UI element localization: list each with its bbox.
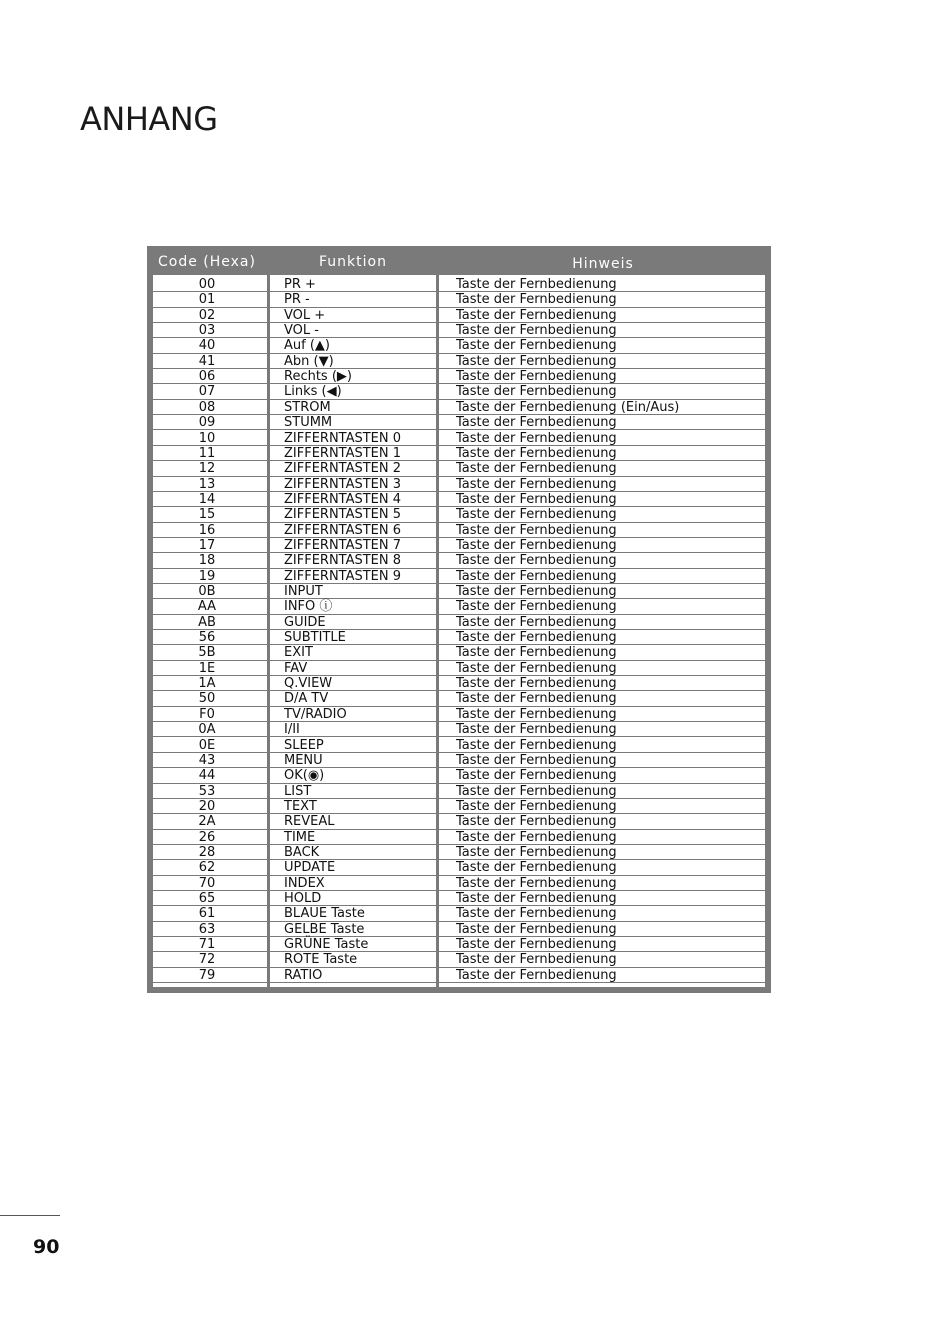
cell-note: Taste der Fernbedienung	[456, 676, 617, 692]
table-row	[153, 446, 765, 461]
cell-note: Taste der Fernbedienung	[456, 292, 617, 308]
cell-note: Taste der Fernbedienung	[456, 323, 617, 339]
cell-note: Taste der Fernbedienung	[456, 491, 617, 507]
table-row	[153, 523, 765, 538]
cell-function: OK(◉)	[284, 768, 325, 784]
table-row	[153, 645, 765, 660]
page-title: ANHANG	[80, 100, 218, 138]
cell-function: TEXT	[284, 798, 317, 814]
cell-code: 79	[198, 967, 216, 983]
cell-code: 1E	[198, 660, 216, 676]
table-row	[153, 461, 765, 476]
cell-function: Auf (▲)	[284, 338, 330, 354]
cell-function: STUMM	[284, 415, 333, 431]
table-row	[153, 753, 765, 768]
table-row	[153, 323, 765, 338]
cell-code: 07	[198, 384, 216, 400]
cell-function: ZIFFERNTASTEN 5	[284, 507, 402, 523]
cell-code: 72	[198, 952, 216, 968]
table-row	[153, 661, 765, 676]
cell-function: PR +	[284, 277, 316, 292]
cell-code: 14	[198, 491, 216, 507]
cell-note: Taste der Fernbedienung	[456, 844, 617, 860]
cell-note: Taste der Fernbedienung	[456, 369, 617, 385]
cell-function: Rechts (▶)	[284, 369, 352, 385]
cell-note: Taste der Fernbedienung	[456, 307, 617, 323]
cell-code: 41	[198, 353, 216, 369]
cell-code: 06	[198, 369, 216, 385]
cell-code: 12	[198, 461, 216, 477]
cell-code: 40	[198, 338, 216, 354]
cell-function: VOL -	[284, 323, 319, 339]
table-row	[153, 369, 765, 384]
cell-function: ZIFFERNTASTEN 6	[284, 522, 402, 538]
table-row	[153, 584, 765, 599]
cell-code: AA	[197, 599, 217, 615]
table-row	[153, 845, 765, 860]
table-row	[153, 784, 765, 799]
cell-code: 01	[198, 292, 216, 308]
cell-code: 17	[198, 537, 216, 553]
cell-code: 02	[198, 307, 216, 323]
cell-note: Taste der Fernbedienung	[456, 537, 617, 553]
cell-function: ZIFFERNTASTEN 1	[284, 445, 402, 461]
cell-code: 63	[198, 921, 216, 937]
cell-code: 15	[198, 507, 216, 523]
header-code: Code (Hexa)	[158, 254, 256, 270]
table-row	[153, 738, 765, 753]
cell-code: 00	[198, 277, 216, 292]
table-row	[153, 431, 765, 446]
cell-code: 44	[198, 768, 216, 784]
cell-code: 13	[198, 476, 216, 492]
table-row	[153, 968, 765, 983]
cell-function: INFO ⓘ	[284, 599, 333, 615]
cell-function: ZIFFERNTASTEN 7	[284, 537, 402, 553]
cell-note: Taste der Fernbedienung	[456, 860, 617, 876]
cell-function: ZIFFERNTASTEN 9	[284, 568, 402, 584]
cell-code: 16	[198, 522, 216, 538]
cell-note: Taste der Fernbedienung	[456, 706, 617, 722]
cell-code: 18	[198, 553, 216, 569]
cell-function: ZIFFERNTASTEN 8	[284, 553, 402, 569]
table-row	[153, 814, 765, 829]
table-row	[153, 492, 765, 507]
table-row	[153, 952, 765, 967]
cell-function: PR -	[284, 292, 310, 308]
cell-code: 56	[198, 630, 216, 646]
cell-note: Taste der Fernbedienung	[456, 584, 617, 599]
cell-function: VOL +	[284, 307, 326, 323]
table-row	[153, 799, 765, 814]
cell-note: Taste der Fernbedienung	[456, 768, 617, 784]
cell-code: 28	[198, 844, 216, 860]
cell-note: Taste der Fernbedienung	[456, 937, 617, 953]
cell-note: Taste der Fernbedienung	[456, 814, 617, 830]
cell-function: INPUT	[284, 584, 323, 599]
cell-function: Links (◀)	[284, 384, 342, 400]
cell-code: 71	[198, 937, 216, 953]
cell-code: 03	[198, 323, 216, 339]
table-row	[153, 906, 765, 921]
cell-code: 65	[198, 891, 216, 906]
table-row	[153, 569, 765, 584]
cell-function: ZIFFERNTASTEN 4	[284, 491, 402, 507]
cell-note: Taste der Fernbedienung	[456, 277, 617, 292]
cell-note: Taste der Fernbedienung	[456, 660, 617, 676]
cell-function: GRÜNE Taste	[284, 937, 369, 953]
table-row	[153, 707, 765, 722]
cell-note: Taste der Fernbedienung	[456, 645, 617, 661]
cell-note: Taste der Fernbedienung	[456, 384, 617, 400]
cell-code: 61	[198, 906, 216, 922]
cell-code: 43	[198, 752, 216, 768]
cell-function: ZIFFERNTASTEN 0	[284, 430, 402, 446]
cell-function: INDEX	[284, 875, 325, 891]
cell-note: Taste der Fernbedienung	[456, 891, 617, 906]
cell-function: ZIFFERNTASTEN 2	[284, 461, 402, 477]
table-row	[153, 691, 765, 706]
cell-code: 26	[198, 829, 216, 845]
cell-function: D/A TV	[284, 691, 329, 707]
table-row	[153, 891, 765, 906]
cell-note: Taste der Fernbedienung	[456, 875, 617, 891]
cell-note: Taste der Fernbedienung	[456, 952, 617, 968]
cell-code: 70	[198, 875, 216, 891]
cell-note: Taste der Fernbedienung	[456, 691, 617, 707]
cell-function: ROTE Taste	[284, 952, 358, 968]
cell-function: SUBTITLE	[284, 630, 346, 646]
cell-note: Taste der Fernbedienung	[456, 507, 617, 523]
cell-note: Taste der Fernbedienung	[456, 568, 617, 584]
table-row	[153, 768, 765, 783]
table-row	[153, 876, 765, 891]
table-row	[153, 830, 765, 845]
table-row	[153, 676, 765, 691]
cell-function: RATIO	[284, 967, 323, 983]
table-row	[153, 922, 765, 937]
cell-note: Taste der Fernbedienung	[456, 445, 617, 461]
table-row	[153, 615, 765, 630]
cell-note: Taste der Fernbedienung	[456, 630, 617, 646]
table-row	[153, 277, 765, 292]
cell-function: REVEAL	[284, 814, 335, 830]
cell-code: 2A	[198, 814, 216, 830]
cell-function: LIST	[284, 783, 312, 799]
table-row	[153, 477, 765, 492]
cell-code: 50	[198, 691, 216, 707]
table-row	[153, 937, 765, 952]
cell-note: Taste der Fernbedienung	[456, 906, 617, 922]
cell-function: GUIDE	[284, 614, 326, 630]
cell-function: TV/RADIO	[284, 706, 347, 722]
cell-code: 0A	[198, 722, 216, 738]
cell-code: 1A	[198, 676, 216, 692]
cell-note: Taste der Fernbedienung (Ein/Aus)	[456, 399, 680, 415]
cell-note: Taste der Fernbedienung	[456, 430, 617, 446]
cell-function: Q.VIEW	[284, 676, 333, 692]
cell-note: Taste der Fernbedienung	[456, 722, 617, 738]
table-row	[153, 722, 765, 737]
cell-function: UPDATE	[284, 860, 336, 876]
table-row	[153, 538, 765, 553]
cell-code: 0B	[198, 584, 216, 599]
table-row	[153, 553, 765, 568]
header-note: Hinweis	[572, 256, 634, 272]
cell-function: GELBE Taste	[284, 921, 365, 937]
cell-note: Taste der Fernbedienung	[456, 599, 617, 615]
page-number: 90	[33, 1236, 60, 1258]
table-row	[153, 507, 765, 522]
cell-code: 08	[198, 399, 216, 415]
cell-function: EXIT	[284, 645, 313, 661]
cell-note: Taste der Fernbedienung	[456, 553, 617, 569]
cell-note: Taste der Fernbedienung	[456, 967, 617, 983]
cell-note: Taste der Fernbedienung	[456, 737, 617, 753]
table-row	[153, 292, 765, 307]
table-row	[153, 599, 765, 614]
cell-function: HOLD	[284, 891, 322, 906]
table-row	[153, 860, 765, 875]
table-row	[153, 630, 765, 645]
table-row	[153, 308, 765, 323]
cell-note: Taste der Fernbedienung	[456, 476, 617, 492]
table-row	[153, 354, 765, 369]
cell-function: STROM	[284, 399, 331, 415]
table-row	[153, 415, 765, 430]
cell-code: F0	[199, 706, 215, 722]
cell-function: ZIFFERNTASTEN 3	[284, 476, 402, 492]
cell-note: Taste der Fernbedienung	[456, 783, 617, 799]
cell-note: Taste der Fernbedienung	[456, 353, 617, 369]
table-row	[153, 384, 765, 399]
cell-note: Taste der Fernbedienung	[456, 461, 617, 477]
cell-function: MENU	[284, 752, 323, 768]
cell-code: AB	[198, 614, 216, 630]
cell-function: I/II	[284, 722, 300, 738]
cell-function: SLEEP	[284, 737, 324, 753]
table-row	[153, 338, 765, 353]
cell-function: BLAUE Taste	[284, 906, 365, 922]
cell-code: 62	[198, 860, 216, 876]
cell-note: Taste der Fernbedienung	[456, 798, 617, 814]
cell-function: BACK	[284, 844, 320, 860]
cell-note: Taste der Fernbedienung	[456, 752, 617, 768]
cell-function: FAV	[284, 660, 308, 676]
cell-function: Abn (▼)	[284, 353, 334, 369]
cell-note: Taste der Fernbedienung	[456, 338, 617, 354]
cell-code: 09	[198, 415, 216, 431]
cell-code: 53	[198, 783, 216, 799]
footer-rule	[0, 1215, 60, 1216]
cell-note: Taste der Fernbedienung	[456, 829, 617, 845]
cell-code: 19	[198, 568, 216, 584]
cell-code: 10	[198, 430, 216, 446]
cell-note: Taste der Fernbedienung	[456, 522, 617, 538]
cell-code: 5B	[198, 645, 216, 661]
cell-code: 20	[198, 798, 216, 814]
cell-code: 11	[198, 445, 216, 461]
cell-note: Taste der Fernbedienung	[456, 415, 617, 431]
header-function: Funktion	[319, 254, 387, 270]
cell-note: Taste der Fernbedienung	[456, 614, 617, 630]
cell-function: TIME	[284, 829, 316, 845]
cell-note: Taste der Fernbedienung	[456, 921, 617, 937]
table-row	[153, 400, 765, 415]
cell-code: 0E	[198, 737, 216, 753]
